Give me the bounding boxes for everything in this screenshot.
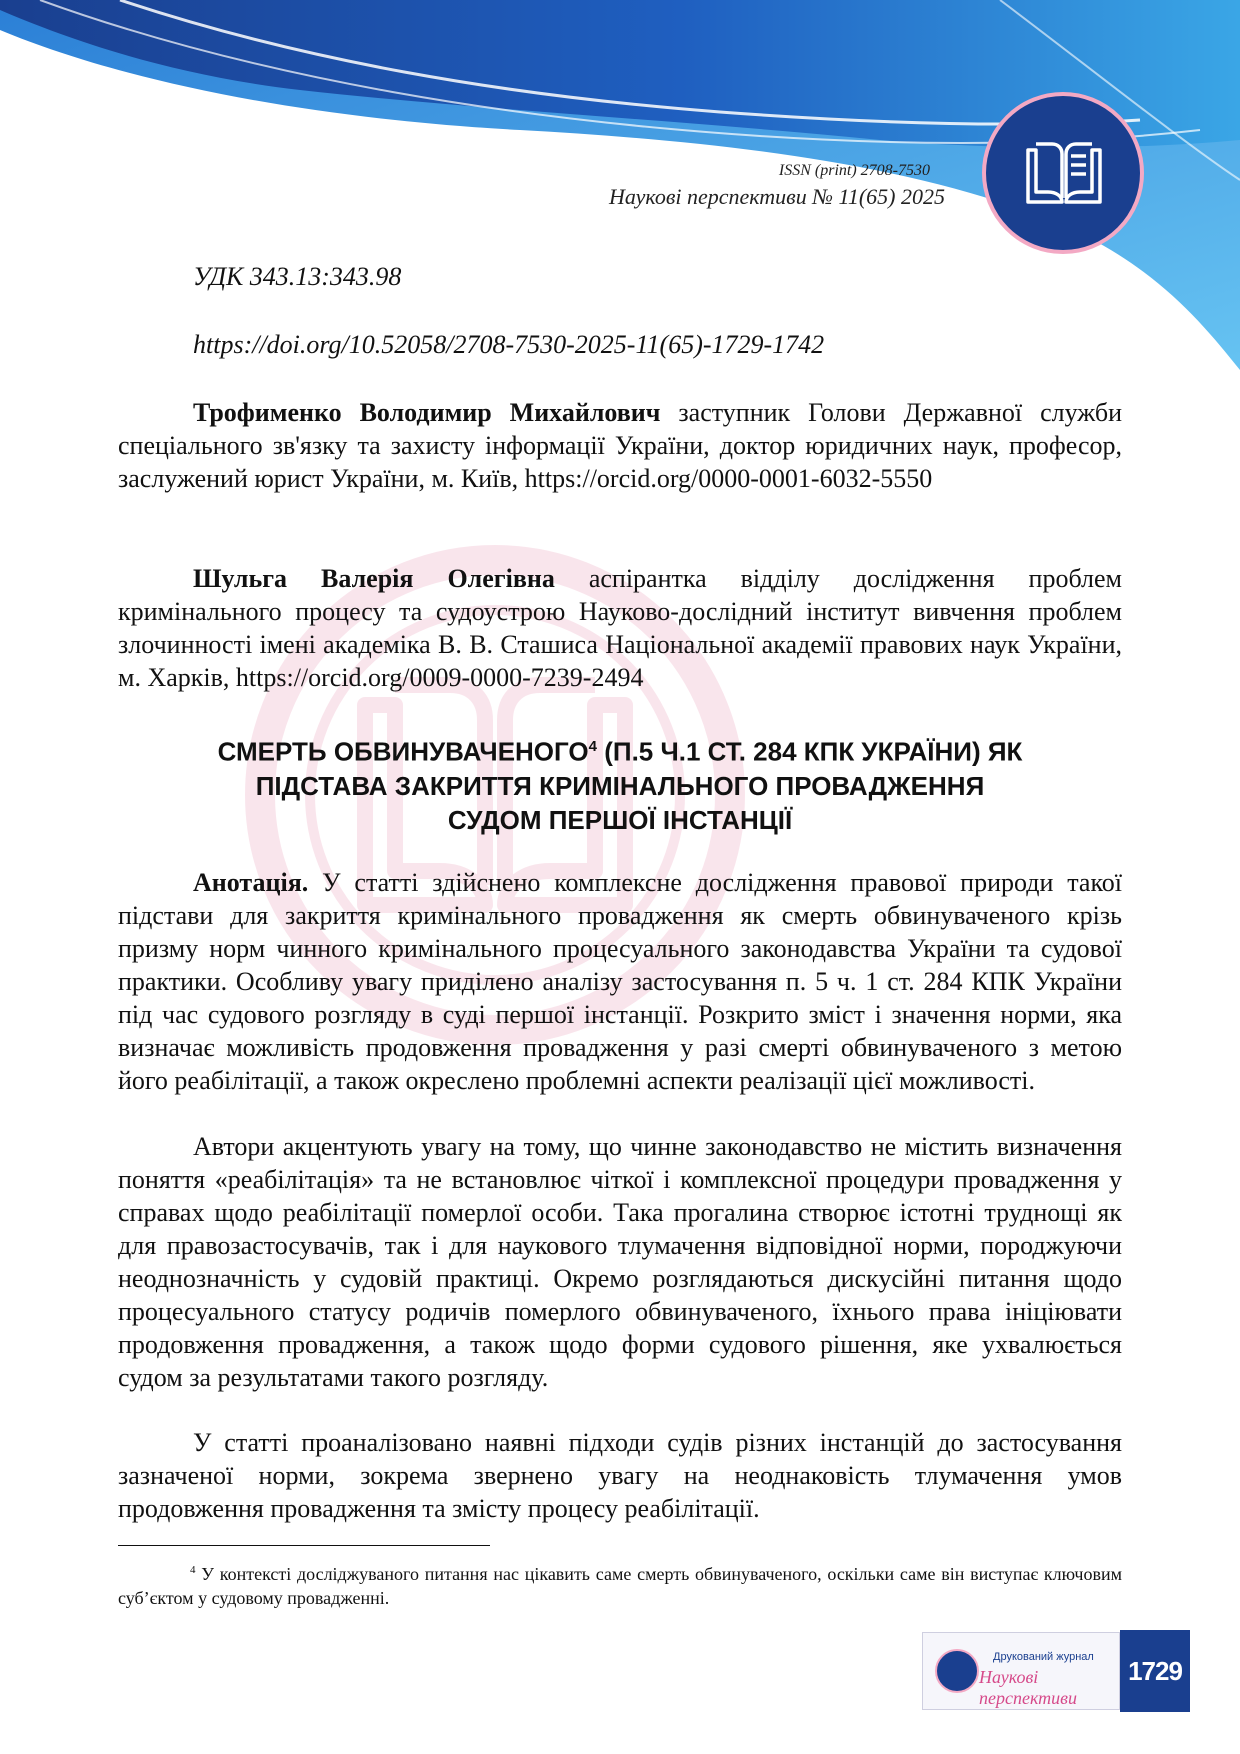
abstract-text-1: У статті здійснено комплексне дослідження правової природи такої підстави для закриття кримінального провадження як смерть обвинуваченого крізь призму норм чинного кримінального процесуального законодавства України та судової практики. Особливу увагу приділено аналізу застосування п. 5 ч. 1 ст. 284 КПК України під час судового розгляду в суді першої інстанції. Розкрито зміст і значення норми, яка визначає можливість продовження провадження у разі смерті обвинуваченого з метою його реабілітації, а також окреслено проблемні аспекти реалізації цієї можливості. [118,868,1122,1095]
article-title [118,730,1122,837]
abstract-text-2: Автори акцентують увагу на тому, що чинне законодавство не містить визначення поняття «реабілітація» та не встановлює чіткої і комплексної процедури провадження у справах щодо реабілітації померлої особи. Така прогалина створює істотні труднощі як для правозастосувачів, так і для наукового тлумачення відповідної норми, породжуючи неоднозначність у судовій практиці. Окремо розглядаються дискусійні питання щодо процесуального статусу родичів померлого обвинуваченого, їхнього права ініціювати продовження провадження, а також щодо форми судового рішення, яке ухвалюється судом за результатами такого розгляду. [118,1132,1122,1392]
author-1 [118,396,1122,495]
author-1-name: Трофименко Володимир Михайлович [193,398,661,427]
journal-logo [982,92,1144,254]
open-book-icon [1022,132,1106,216]
issn: ISSN (print) 2708-7530 [778,162,930,179]
title-footnote-mark[interactable]: 4 [588,738,597,755]
abstract-label: Анотація. [193,868,309,897]
author-2-affiliation: аспірантка відділу дослідження проблем кримінального процесу та судоустрою Науково-дослідний інститут вивчення проблем злочинності імені академіка В. В. Сташиса Національної академії правових наук України, м. Харків, https://orcid.org/0009-0000-7239-2494 [118,564,1122,692]
footnote-separator [118,1545,490,1546]
abstract-paragraph-2 [118,1130,1122,1394]
footnote-mark: 4 [190,1564,196,1576]
udc-code: УДК 343.13:343.98 [193,262,402,291]
footnote-text: У контексті досліджуваного питання нас цікавить саме смерть обвинуваченого, оскільки саме він виступає ключовим суб’єктом у судовому провадженні. [118,1564,1122,1608]
author-2-name: Шульга Валерія Олегівна [193,564,555,593]
title-line-1a: СМЕРТЬ ОБВИНУВАЧЕНОГО [217,736,589,767]
journal-badge [922,1632,1120,1710]
author-2 [118,562,1122,694]
abstract-paragraph-1 [118,866,1122,1097]
abstract-text-3: У статті проаналізовано наявні підходи судів різних інстанцій до застосування зазначеної норми, зокрема звернено увагу на неоднаковість тлумачення умов продовження провадження та змісту процесу реабілітації. [118,1428,1122,1523]
title-line-1b: (П.5 Ч.1 СТ. 284 КПК УКРАЇНИ) ЯК [597,736,1023,767]
badge-line-1: Друкований журнал [993,1651,1094,1663]
abstract-paragraph-3 [118,1426,1122,1525]
author-1-affiliation: заступник Голови Державної служби спеціального зв'язку та захисту інформації України, доктор юридичних наук, професор, заслужений юрист України, м. Київ, https://orcid.org/0000-0001-6032-5550 [118,398,1123,493]
title-line-3: СУДОМ ПЕРШОЇ ІНСТАНЦІЇ [447,804,793,835]
doi-link[interactable]: https://doi.org/10.52058/2708-7530-2025-11(65)-1729-1742 [193,330,825,359]
badge-line-2: Наукові перспективи [979,1667,1077,1708]
journal-mini-logo-icon [935,1649,979,1693]
title-line-2: ПІДСТАВА ЗАКРИТТЯ КРИМІНАЛЬНОГО ПРОВАДЖЕННЯ [255,770,985,801]
journal-issue: Наукові перспективи № 11(65) 2025 [609,184,945,209]
page-number: 1729 [1120,1630,1190,1712]
footnote [118,1558,1122,1610]
